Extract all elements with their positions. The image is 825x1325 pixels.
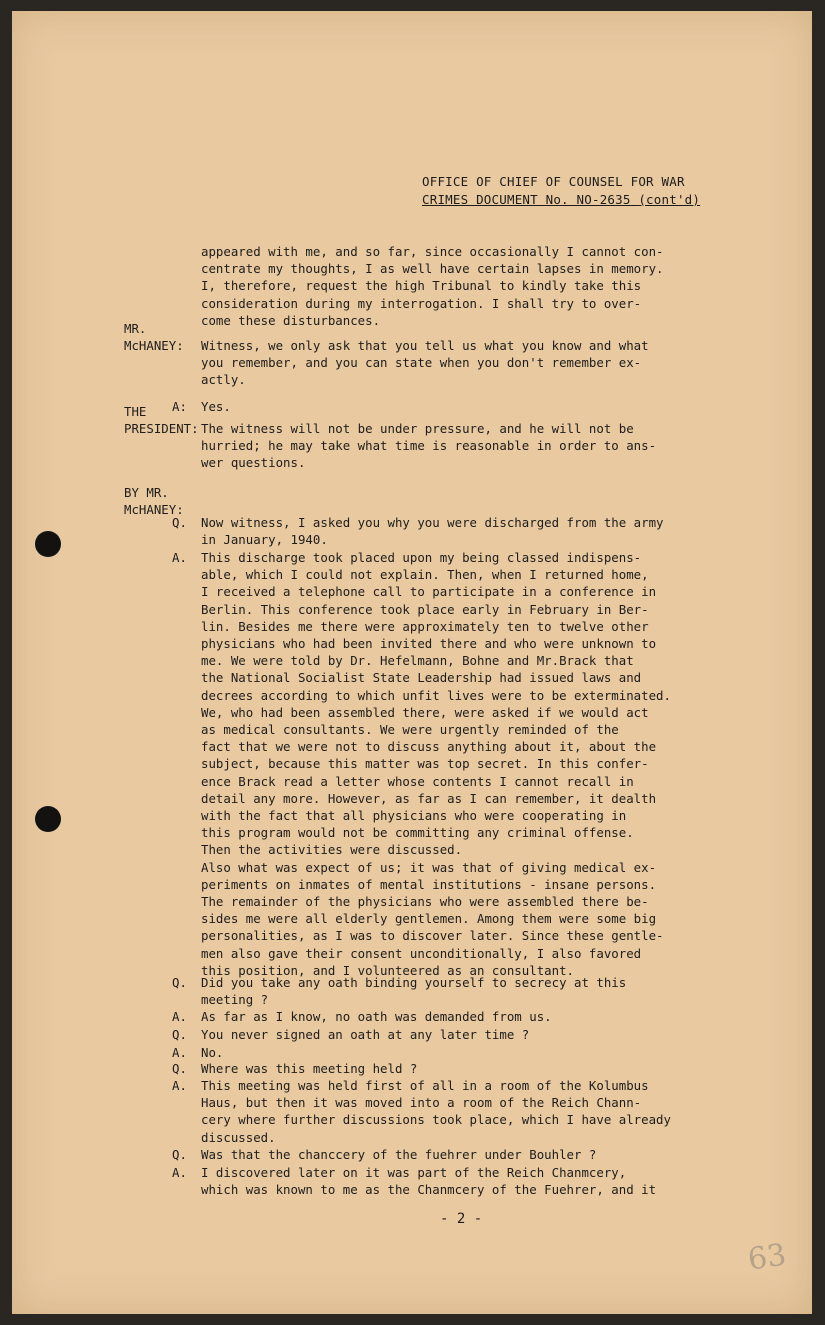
transcript-line: as medical consultants. We were urgently reminded of the <box>201 722 619 737</box>
transcript-line: appeared with me, and so far, since occasionally I cannot con- <box>201 244 664 259</box>
transcript-line: consideration during my interrogation. I shall try to over- <box>201 295 642 311</box>
transcript-line: The witness will not be under pressure, and he will not be <box>201 421 634 436</box>
answer-marker: A. <box>172 1045 187 1060</box>
transcript-line: cery where further discussions took place, which I have already <box>201 1112 671 1128</box>
speaker-label: McHANEY: <box>124 502 184 518</box>
transcript-line: The remainder of the physicians who were assembled there be- <box>201 894 649 909</box>
transcript-line: this position, and I volunteered as an consultant. <box>201 962 574 978</box>
transcript-line: Yes. <box>201 399 231 414</box>
pencil-page-annotation: 63 <box>745 1237 789 1278</box>
transcript-line: wer questions. <box>201 455 306 471</box>
transcript-line: We, who had been assembled there, were asked if we would act <box>201 704 649 720</box>
transcript-line: physicians who had been invited there and who were unknown to <box>201 636 657 651</box>
answer-marker: A. <box>172 550 187 565</box>
punch-hole-top <box>35 531 61 557</box>
transcript-line: lin. Besides me there were approximately ten to twelve other <box>201 618 649 634</box>
transcript-line: you remember, and you can state when you don't remember ex- <box>201 355 642 371</box>
answer-marker: A. <box>172 1165 187 1180</box>
question-marker: Q. <box>172 1147 187 1162</box>
transcript-line: in January, 1940. <box>201 532 328 548</box>
transcript-line: this program would not be committing any criminal offense. <box>201 825 634 841</box>
transcript-line: me. We were told by Dr. Hefelmann, Bohne and Mr.Brack that <box>201 653 634 669</box>
page-number: - 2 - <box>440 1211 483 1227</box>
transcript-line: I discovered later on it was part of the Reich Chanmcery, <box>201 1165 627 1180</box>
transcript-line: ence Brack read a letter whose contents I cannot recall in <box>201 773 634 789</box>
question-marker: Q. <box>172 975 187 990</box>
transcript-line: sides me were all elderly gentlemen. Among them were some big <box>201 911 657 927</box>
transcript-line: Also what was expect of us; it was that of giving medical ex- <box>201 859 657 875</box>
speaker-label: BY MR. <box>124 485 169 500</box>
question-marker: Q. <box>172 515 187 530</box>
transcript-line: the National Socialist State Leadership had issued laws and <box>201 670 642 686</box>
transcript-line: Witness, we only ask that you tell us what you know and what <box>201 338 649 353</box>
transcript-line: fact that we were not to discuss anything about it, about the <box>201 739 657 755</box>
answer-marker: A: <box>172 399 187 414</box>
transcript-line: discussed. <box>201 1129 276 1145</box>
transcript-line: Berlin. This conference took place early in February in Ber- <box>201 601 649 617</box>
punch-hole-bottom <box>35 806 61 832</box>
question-marker: Q. <box>172 1027 187 1042</box>
transcript-line: men also gave their consent unconditionally, I also favored <box>201 945 642 961</box>
transcript-line: detail any more. However, as far as I can remember, it dealth <box>201 790 657 806</box>
transcript-line: hurried; he may take what time is reasonable in order to ans- <box>201 438 657 454</box>
transcript-line: which was known to me as the Chanmcery of the Fuehrer, and it <box>201 1182 657 1198</box>
answer-marker: A. <box>172 1078 187 1093</box>
transcript-line: This meeting was held first of all in a room of the Kolumbus <box>201 1078 649 1093</box>
transcript-line: decrees according to which unfit lives were to be exterminated. <box>201 687 671 703</box>
transcript-line: personalities, as I was to discover later. Since these gentle- <box>201 928 664 944</box>
document-header <box>422 173 700 209</box>
transcript-line: actly. <box>201 372 246 388</box>
transcript-line: Haus, but then it was moved into a room of the Reich Chann- <box>201 1095 642 1111</box>
transcript-line: Where was this meeting held ? <box>201 1061 418 1076</box>
transcript-line: Was that the chanccery of the fuehrer under Bouhler ? <box>201 1147 597 1162</box>
question-marker: Q. <box>172 1061 187 1076</box>
transcript-line: subject, because this matter was top secret. In this confer- <box>201 756 649 772</box>
transcript-line: I, therefore, request the high Tribunal to kindly take this <box>201 278 642 294</box>
transcript-line: Now witness, I asked you why you were discharged from the army <box>201 515 664 530</box>
transcript-line: come these disturbances. <box>201 312 381 328</box>
transcript-line: centrate my thoughts, I as well have certain lapses in memory. <box>201 261 664 277</box>
transcript-line: You never signed an oath at any later time ? <box>201 1027 530 1042</box>
transcript-line: I received a telephone call to participate in a conference in <box>201 584 657 600</box>
transcript-line: This discharge took placed upon my being classed indispens- <box>201 550 642 565</box>
header-line-1: OFFICE OF CHIEF OF COUNSEL FOR WAR <box>422 174 685 189</box>
transcript-line: No. <box>201 1045 224 1060</box>
transcript-line: As far as I know, no oath was demanded from us. <box>201 1009 552 1024</box>
contd-note: (cont'd) <box>638 192 701 207</box>
document-number: CRIMES DOCUMENT No. NO-2635 <box>422 192 631 207</box>
transcript-line: with the fact that all physicians who were cooperating in <box>201 808 627 823</box>
transcript-line: meeting ? <box>201 992 269 1008</box>
header-line-2 <box>422 191 700 209</box>
transcript-line: able, which I could not explain. Then, when I returned home, <box>201 567 649 583</box>
speaker-label: PRESIDENT: <box>124 421 199 436</box>
transcript-line: Then the activities were discussed. <box>201 842 463 858</box>
speaker-label: THE <box>124 403 147 419</box>
speaker-label: McHANEY: <box>124 338 184 353</box>
transcript-line: Did you take any oath binding yourself to secrecy at this <box>201 975 627 990</box>
speaker-label: MR. <box>124 320 147 336</box>
transcript-line: periments on inmates of mental institutions - insane persons. <box>201 876 657 892</box>
answer-marker: A. <box>172 1009 187 1024</box>
